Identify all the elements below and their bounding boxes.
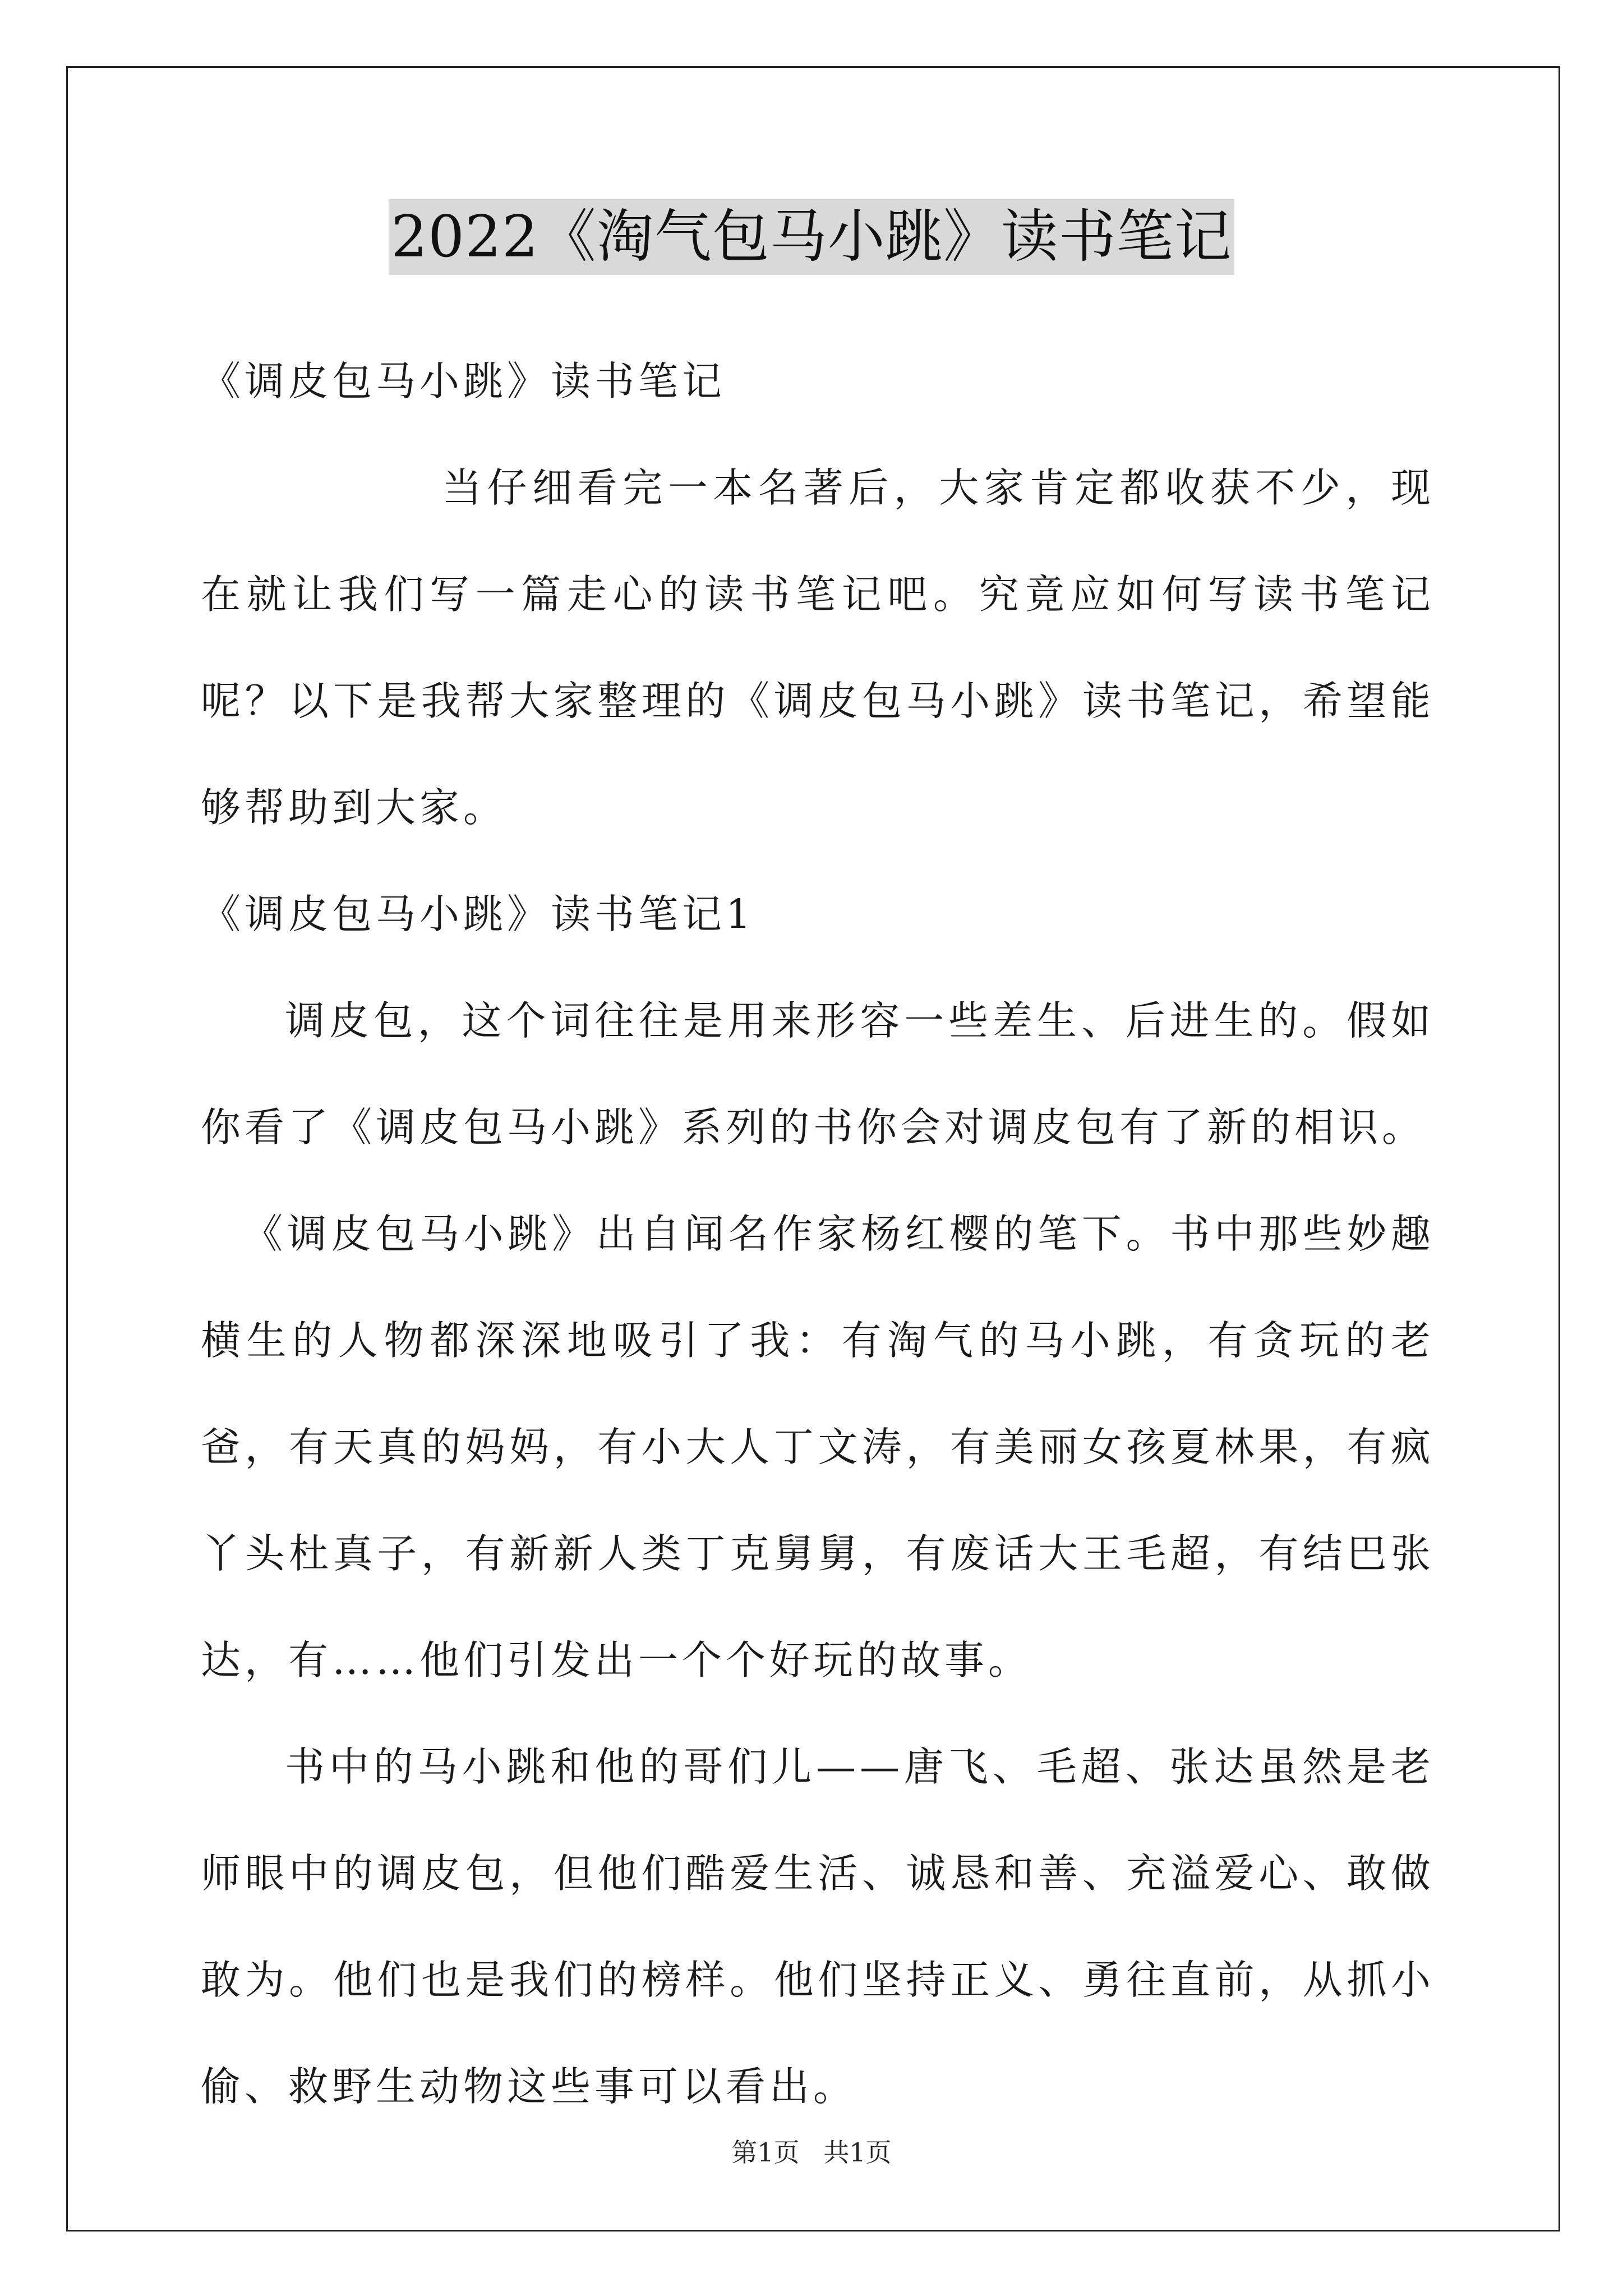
page-number-total: 共1页: [823, 2137, 892, 2168]
page-number-current: 第1页: [731, 2137, 800, 2168]
page-footer: [0, 2136, 1623, 2169]
title-wrapper: [0, 199, 1623, 275]
document-title: 2022《淘气包马小跳》读书笔记: [389, 199, 1234, 275]
document-body: [201, 328, 1435, 2140]
section-heading-1: 《调皮包马小跳》读书笔记1: [201, 891, 755, 937]
paragraph-intro: 当仔细看完一本名著后，大家肯定都收获不少，现在就让我们写一篇走心的读书笔记吧。究竟应如何写读书笔记呢？以下是我帮大家整理的《调皮包马小跳》读书笔记，希望能够帮助到大家。: [201, 464, 1435, 831]
paragraph-body-2: 《调皮包马小跳》出自闻名作家杨红樱的笔下。书中那些妙趣横生的人物都深深地吸引了我：有淘气的马小跳，有贪玩的老爸，有天真的妈妈，有小大人丁文涛，有美丽女孩夏林果，有疯丫头杜真子，有新新人类丁克舅舅，有废话大王毛超，有结巴张达，有……他们引发出一个个好玩的故事。: [201, 1211, 1435, 1683]
paragraph-body-1: 调皮包，这个词往往是用来形容一些差生、后进生的。假如你看了《调皮包马小跳》系列的书你会对调皮包有了新的相识。: [201, 997, 1435, 1151]
paragraph-subtitle: 《调皮包马小跳》读书笔记: [201, 358, 726, 404]
paragraph-body-3: 书中的马小跳和他的哥们儿——唐飞、毛超、张达虽然是老师眼中的调皮包，但他们酷爱生活、诚恳和善、充溢爱心、敢做敢为。他们也是我们的榜样。他们坚持正义、勇往直前，从抓小偷、救野生动物这些事可以看出。: [201, 1743, 1435, 2110]
